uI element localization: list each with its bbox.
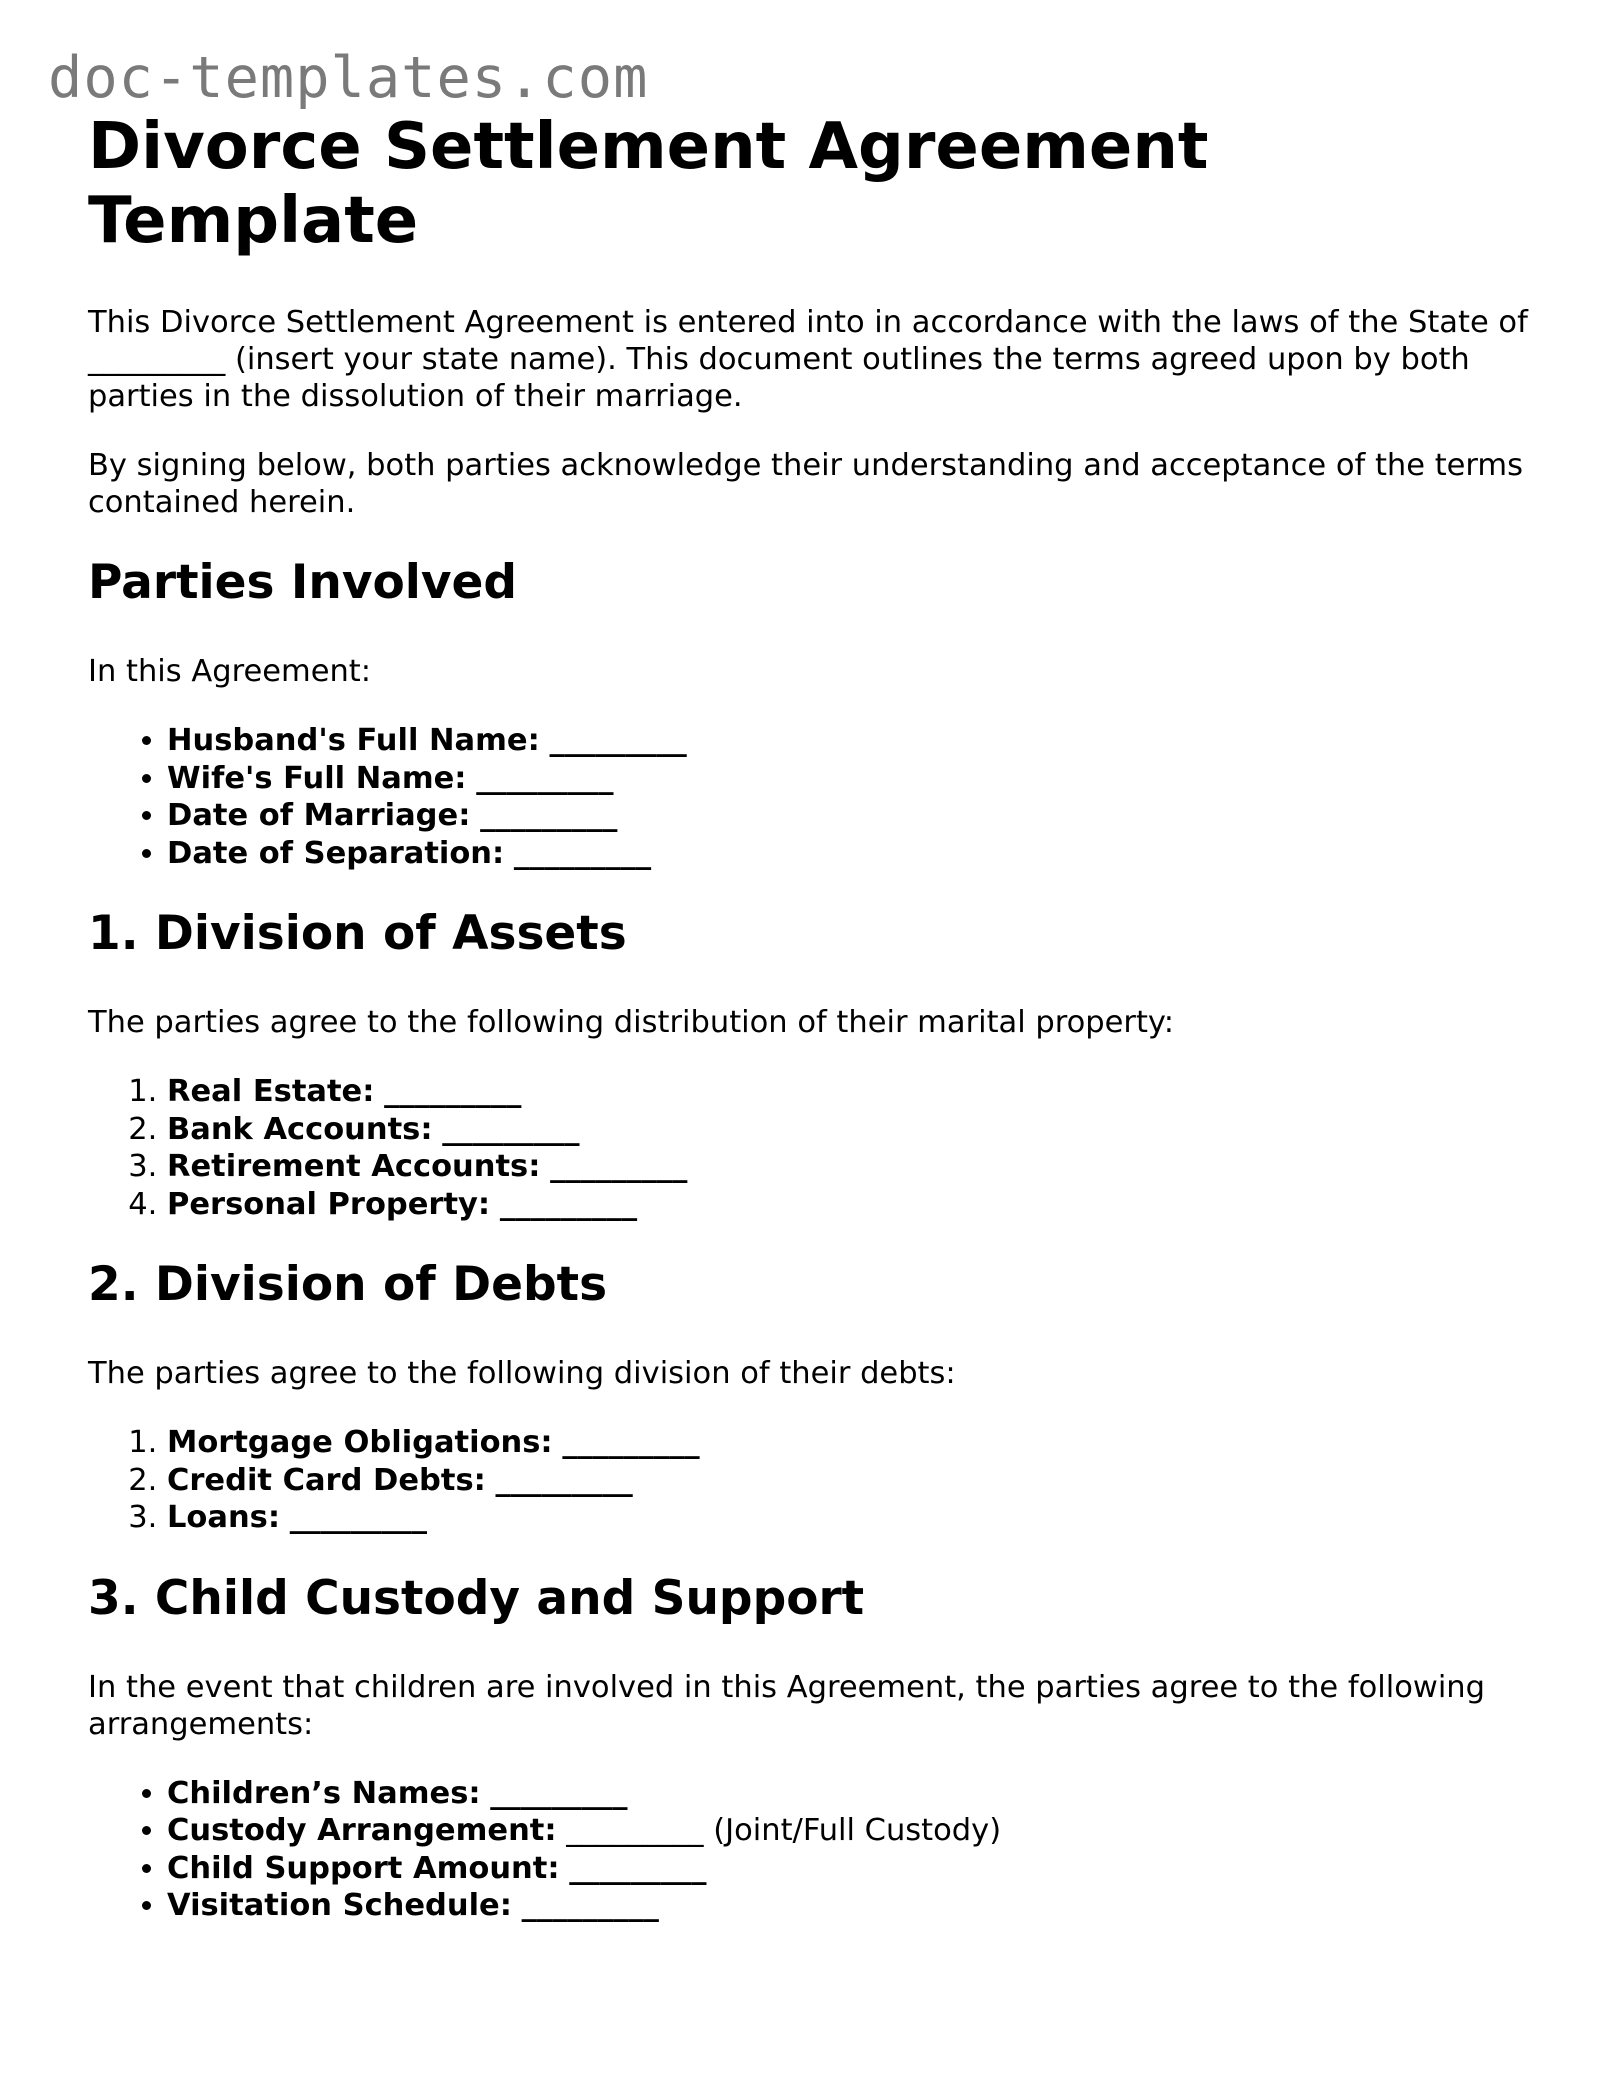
field-label: Date of Marriage:: [167, 798, 471, 833]
list-item: [167, 797, 1528, 835]
custody-list: [88, 1775, 1528, 1925]
field-label: Husband's Full Name:: [167, 723, 540, 758]
fill-in-blank: _________: [499, 1186, 638, 1222]
assets-intro: The parties agree to the following distribution of their marital property:: [88, 1005, 1175, 1040]
parties-section: [88, 555, 1528, 872]
fill-in-blank: _________: [513, 835, 652, 871]
field-label: Visitation Schedule:: [167, 1888, 512, 1923]
field-label: Real Estate:: [167, 1074, 375, 1109]
list-item: [167, 1424, 1528, 1462]
list-item: [167, 1499, 1528, 1537]
debts-list: [88, 1424, 1528, 1537]
fill-in-blank: _________ (Joint/Full Custody): [566, 1813, 1002, 1848]
debts-section: [88, 1257, 1528, 1537]
list-item: [167, 1887, 1528, 1925]
field-label: Date of Separation:: [167, 835, 505, 871]
list-item: [167, 1073, 1528, 1111]
parties-intro: In this Agreement:: [88, 654, 372, 689]
fill-in-blank: _________: [495, 1462, 633, 1498]
document-title: Divorce Settlement Agreement Template: [88, 110, 1209, 258]
list-item: [167, 722, 1528, 760]
list-item: [167, 1775, 1528, 1813]
fill-in-blank: _________: [562, 1425, 700, 1460]
field-label: Children’s Names:: [167, 1775, 481, 1811]
fill-in-blank: _________: [521, 1888, 659, 1923]
field-label: Loans:: [167, 1500, 281, 1535]
field-label: Retirement Accounts:: [167, 1149, 541, 1184]
assets-heading: 1. Division of Assets: [88, 906, 627, 961]
debts-heading: 2. Division of Debts: [88, 1257, 608, 1312]
list-item: [167, 760, 1528, 798]
assets-list: [88, 1073, 1528, 1223]
fill-in-blank: _________: [476, 760, 614, 796]
fill-in-blank: _________: [442, 1111, 580, 1147]
parties-heading: Parties Involved: [88, 555, 518, 610]
custody-heading: 3. Child Custody and Support: [88, 1570, 865, 1626]
assets-section: [88, 906, 1528, 1223]
list-item: [167, 1462, 1528, 1500]
debts-intro: The parties agree to the following division of their debts:: [88, 1356, 956, 1391]
document-page: [88, 110, 1528, 1925]
custody-intro: In the event that children are involved in this Agreement, the parties agree to the following arrangements:: [88, 1669, 1485, 1742]
watermark: doc-templates.com: [48, 45, 649, 111]
intro-paragraph-1: This Divorce Settlement Agreement is entered into in accordance with the laws of the State of _________ (insert your state name). This document outlines the terms agreed upon by both parties in the dissolution of their marriage.: [88, 305, 1528, 414]
field-label: Wife's Full Name:: [167, 760, 467, 796]
intro-paragraph-2: By signing below, both parties acknowledge their understanding and acceptance of the terms contained herein.: [88, 448, 1524, 520]
field-label: Custody Arrangement:: [167, 1813, 557, 1848]
fill-in-blank: _________: [569, 1850, 707, 1886]
field-label: Personal Property:: [167, 1186, 491, 1222]
list-item: [167, 1850, 1528, 1888]
field-label: Bank Accounts:: [167, 1111, 433, 1147]
fill-in-blank: _________: [490, 1775, 628, 1811]
field-label: Child Support Amount:: [167, 1850, 560, 1886]
field-label: Credit Card Debts:: [167, 1462, 486, 1498]
list-item: [167, 1148, 1528, 1186]
fill-in-blank: _________: [549, 723, 687, 758]
list-item: [167, 1186, 1528, 1224]
fill-in-blank: _________: [289, 1500, 427, 1535]
list-item: [167, 1111, 1528, 1149]
list-item: [167, 835, 1528, 873]
parties-list: [88, 722, 1528, 872]
fill-in-blank: _________: [384, 1074, 522, 1109]
field-label: Mortgage Obligations:: [167, 1425, 553, 1460]
fill-in-blank: _________: [480, 798, 618, 833]
list-item: [167, 1812, 1528, 1850]
fill-in-blank: _________: [550, 1149, 688, 1184]
custody-section: [88, 1571, 1528, 1925]
